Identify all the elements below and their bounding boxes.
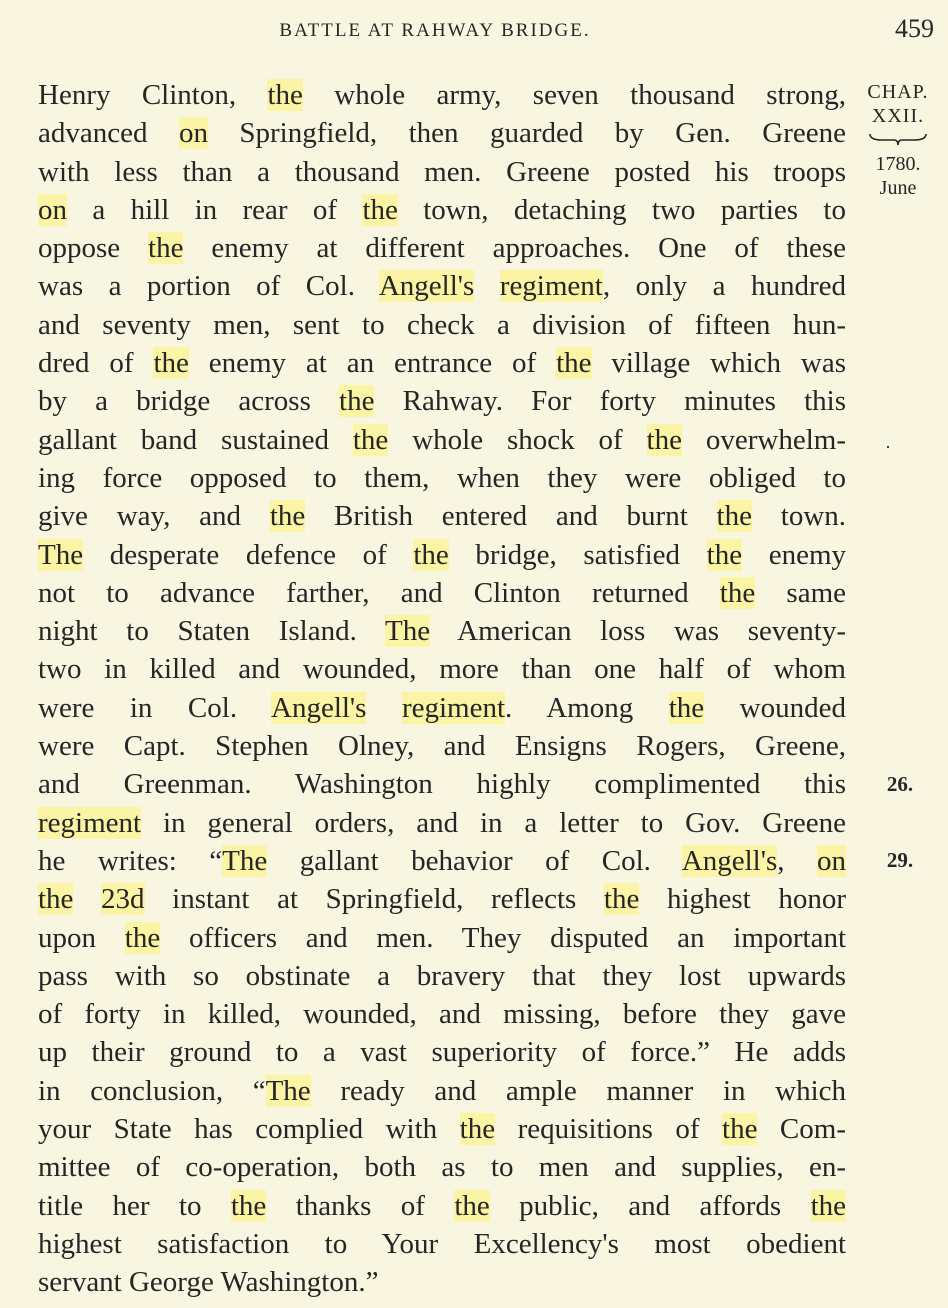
text-line xyxy=(38,650,846,688)
text-line xyxy=(38,497,846,535)
text-line xyxy=(38,421,846,459)
text-segment: gallant band sustained xyxy=(38,423,353,456)
text-segment: bridge, satisfied xyxy=(448,538,707,571)
highlighted-term: Angell's xyxy=(681,844,778,877)
margin-mark: . xyxy=(885,432,891,452)
highlighted-term: the xyxy=(362,193,398,226)
text-segment: oppose xyxy=(38,232,149,265)
text-segment: American loss was seventy- xyxy=(430,615,846,648)
text-line xyxy=(38,919,846,957)
highlighted-term: the xyxy=(668,691,705,724)
highlighted-term: the xyxy=(413,538,449,571)
highlighted-term: the xyxy=(230,1189,267,1222)
highlighted-term: the xyxy=(454,1189,490,1222)
text-line xyxy=(38,114,846,152)
text-segment xyxy=(73,883,101,915)
text-segment: mittee of co-operation, both as to men and supplies, en- xyxy=(38,1151,846,1184)
text-line xyxy=(38,1148,846,1186)
highlighted-term: the xyxy=(810,1189,846,1222)
highlighted-term: the xyxy=(706,538,743,571)
highlighted-term: the xyxy=(267,79,303,111)
text-segment: British entered and burnt xyxy=(305,500,717,533)
text-segment: ing force opposed to them, when they were obliged to xyxy=(38,461,846,494)
highlighted-term: the xyxy=(124,921,161,954)
text-segment: . Among xyxy=(505,691,669,724)
text-line xyxy=(38,880,846,918)
highlighted-term: the xyxy=(339,385,375,418)
body-text xyxy=(38,76,846,1302)
text-line xyxy=(38,765,846,803)
text-segment: highest satisfaction to Your Excellency's most obedient xyxy=(38,1227,846,1260)
text-line xyxy=(38,1225,846,1263)
text-line xyxy=(38,1110,846,1148)
text-line xyxy=(38,459,846,497)
text-segment: highest honor xyxy=(639,883,846,916)
highlighted-term: Angell's xyxy=(378,270,475,303)
text-line xyxy=(38,957,846,995)
highlighted-term: the xyxy=(38,883,74,916)
text-segment: in conclusion, “ xyxy=(38,1074,266,1107)
text-segment: whole army, seven thousand strong, xyxy=(302,79,846,111)
text-segment: servant George Washington.” xyxy=(38,1266,379,1299)
text-segment: thanks of xyxy=(266,1189,455,1222)
highlighted-term: 23d xyxy=(101,883,145,916)
text-line xyxy=(38,344,846,382)
highlighted-term: the xyxy=(716,500,752,533)
text-line xyxy=(38,267,846,305)
text-segment: enemy at different approaches. One of these xyxy=(183,232,846,265)
highlighted-term: regiment xyxy=(499,270,603,303)
text-line xyxy=(38,306,846,344)
text-segment: town. xyxy=(751,500,847,533)
text-segment: instant at Springfield, reflects xyxy=(144,883,604,916)
text-line xyxy=(38,574,846,612)
text-segment: village which was xyxy=(591,347,846,380)
highlighted-term: the xyxy=(153,347,189,380)
text-segment: same xyxy=(755,576,846,609)
text-segment: a hill in rear of xyxy=(67,193,363,226)
margin-year: 1780. xyxy=(875,153,921,175)
highlighted-term: the xyxy=(646,423,682,456)
text-segment: , only a hundred xyxy=(602,270,846,303)
highlighted-term: the xyxy=(352,423,389,456)
text-segment: ready and ample manner in which xyxy=(310,1074,846,1107)
text-segment: was a portion of Col. xyxy=(38,270,379,303)
text-line xyxy=(38,229,846,267)
highlighted-term: the xyxy=(269,500,306,533)
text-line xyxy=(38,1263,846,1301)
text-segment: were in Col. xyxy=(38,691,271,724)
highlighted-term: on xyxy=(817,844,846,877)
text-line xyxy=(38,995,846,1033)
text-line xyxy=(38,612,846,650)
text-segment: enemy at an entrance of xyxy=(188,347,557,380)
margin-month: June xyxy=(879,177,917,199)
highlighted-term: The xyxy=(222,844,268,877)
text-segment: , xyxy=(777,844,817,877)
text-segment: advanced xyxy=(38,117,179,150)
highlighted-term: The xyxy=(38,538,84,571)
highlighted-term: on xyxy=(178,117,208,150)
text-segment: Henry Clinton, xyxy=(38,79,268,111)
text-line xyxy=(38,842,846,880)
text-line xyxy=(38,382,846,420)
highlighted-term: regiment xyxy=(401,691,506,724)
text-segment: upon xyxy=(38,921,125,954)
text-segment: Springfield, then guarded by Gen. Greene xyxy=(207,117,846,150)
text-line xyxy=(38,76,846,114)
highlighted-term: the xyxy=(603,883,640,916)
text-segment: with less than a thousand men. Greene posted his troops xyxy=(38,155,846,188)
text-segment xyxy=(474,270,499,302)
highlighted-term: Angell's xyxy=(271,691,367,724)
text-segment: give way, and xyxy=(38,500,270,533)
highlighted-term: the xyxy=(719,576,756,609)
text-segment: pass with so obstinate a bravery that they lost upwards xyxy=(38,959,846,992)
highlighted-term: The xyxy=(384,615,431,648)
brace-icon xyxy=(868,132,928,146)
text-line xyxy=(38,153,846,191)
text-segment xyxy=(366,692,402,724)
margin-date-26: 26. xyxy=(886,772,914,796)
text-line xyxy=(38,727,846,765)
highlighted-term: the xyxy=(556,347,592,380)
text-segment: night to Staten Island. xyxy=(38,615,385,648)
text-segment: and seventy men, sent to check a division of fifteen hun- xyxy=(38,308,846,341)
text-segment: public, and affords xyxy=(489,1189,811,1222)
text-segment: not to advance farther, and Clinton returned xyxy=(38,576,720,609)
text-segment: were Capt. Stephen Olney, and Ensigns Rogers, Greene, xyxy=(38,730,846,763)
text-segment: he writes: “ xyxy=(38,844,223,877)
highlighted-term: The xyxy=(265,1074,311,1107)
text-segment: overwhelm- xyxy=(681,423,846,456)
text-segment: two in killed and wounded, more than one half of whom xyxy=(38,653,846,686)
highlighted-term: the xyxy=(722,1113,758,1146)
text-segment: desperate defence of xyxy=(83,538,414,571)
highlighted-term: the xyxy=(148,232,184,265)
text-segment: wounded xyxy=(704,691,846,724)
text-segment: in general orders, and in a letter to Gov. Greene xyxy=(141,806,846,839)
running-header: BATTLE AT RAHWAY BRIDGE. xyxy=(279,20,591,41)
margin-date-29: 29. xyxy=(886,848,914,872)
text-segment: by a bridge across xyxy=(38,385,340,418)
text-line xyxy=(38,191,846,229)
text-line xyxy=(38,1033,846,1071)
text-segment: whole shock of xyxy=(388,423,647,456)
page-number: 459 xyxy=(895,14,934,43)
highlighted-term: regiment xyxy=(38,806,142,839)
text-line xyxy=(38,689,846,727)
text-line xyxy=(38,804,846,842)
text-segment: Rahway. For forty minutes this xyxy=(374,385,846,418)
margin-date xyxy=(860,152,936,200)
text-segment: your State has complied with xyxy=(38,1113,460,1146)
text-segment: enemy xyxy=(742,538,846,571)
text-segment: Com- xyxy=(757,1113,846,1146)
text-segment: title her to xyxy=(38,1189,231,1222)
text-segment: up their ground to a vast superiority of force.” He adds xyxy=(38,1036,846,1069)
text-segment: requisitions of xyxy=(495,1113,723,1146)
text-segment: gallant behavior of Col. xyxy=(267,844,682,877)
highlighted-term: on xyxy=(38,193,67,226)
text-line xyxy=(38,1187,846,1225)
text-segment: of forty in killed, wounded, and missing, before they gave xyxy=(38,998,846,1031)
margin-chap-number: XXII. xyxy=(871,105,925,127)
text-line xyxy=(38,536,846,574)
text-line xyxy=(38,1072,846,1110)
margin-chapter xyxy=(860,80,936,128)
text-segment: dred of xyxy=(38,347,154,380)
text-segment: officers and men. They disputed an important xyxy=(160,921,847,954)
text-segment: town, detaching two parties to xyxy=(397,193,846,226)
margin-chap-label: CHAP. xyxy=(867,81,929,103)
highlighted-term: the xyxy=(459,1113,496,1146)
text-segment: and Greenman. Washington highly complimented this xyxy=(38,768,846,801)
